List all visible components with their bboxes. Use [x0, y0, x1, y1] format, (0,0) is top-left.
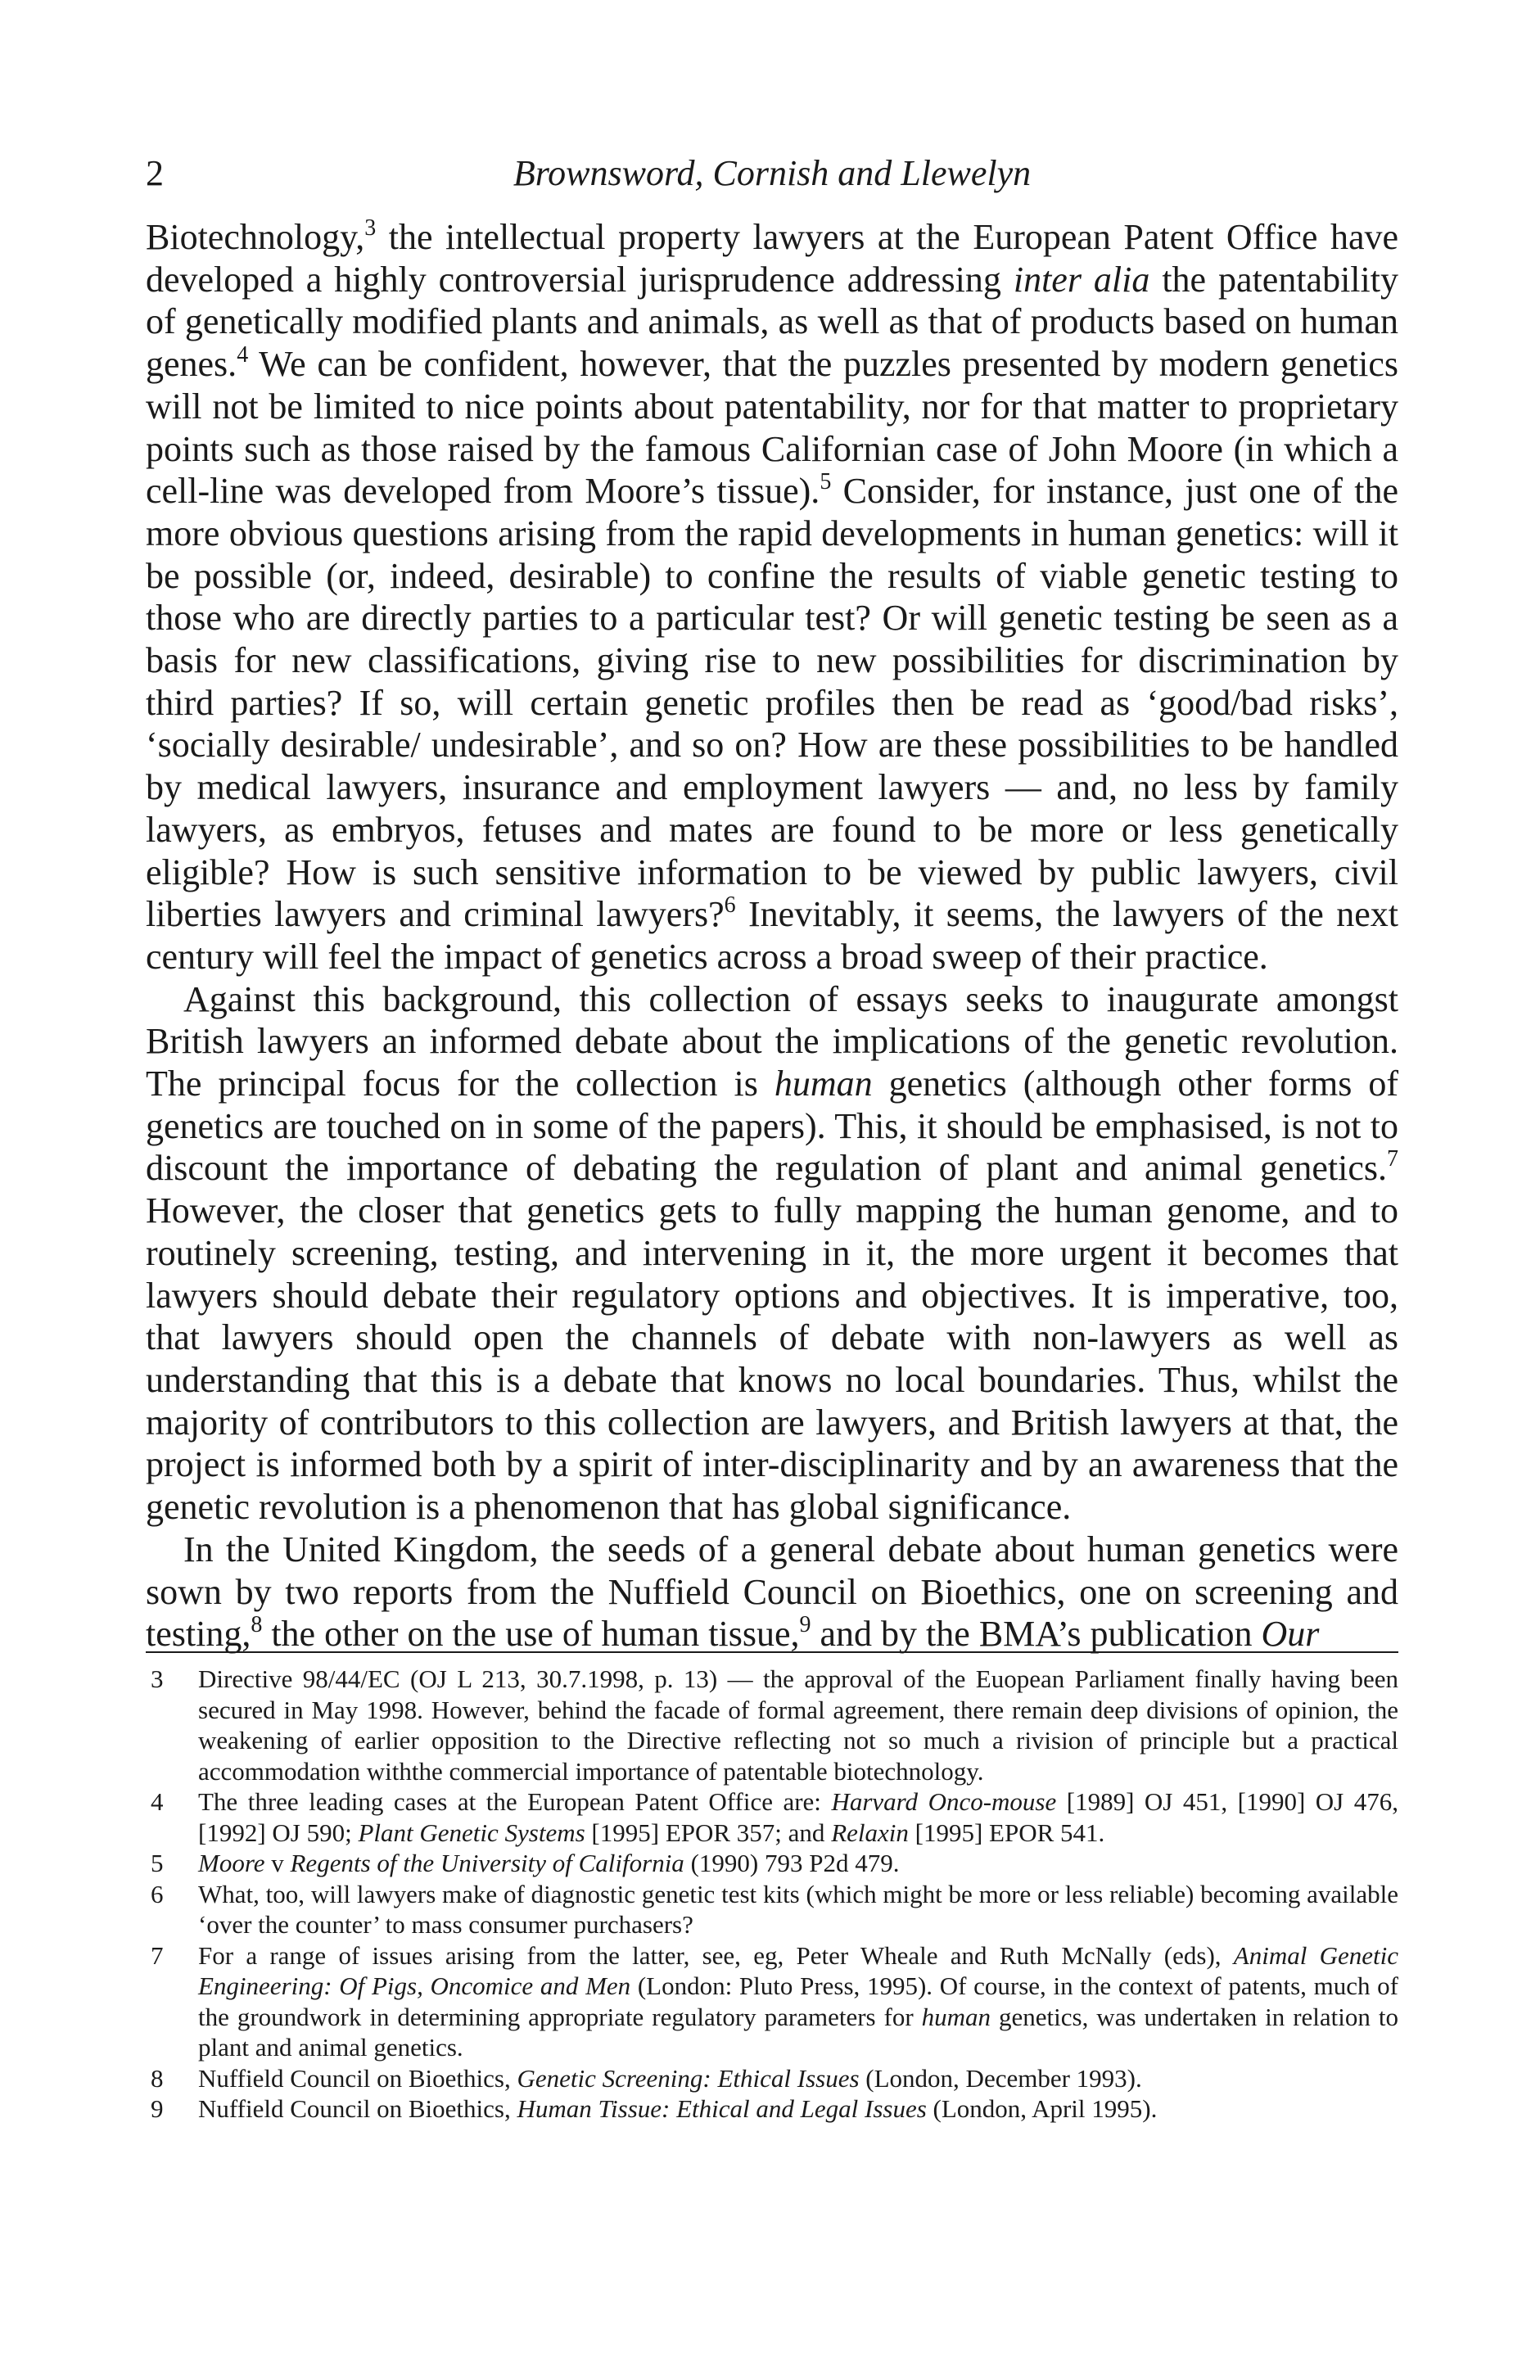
footnote-text: Nuffield Council on Bioethics, Genetic Screening: Ethical Issues (London, December 1993).	[198, 2063, 1142, 2093]
footnote-number: 8	[151, 2063, 164, 2093]
footnote-ref-5[interactable]: 5	[820, 469, 832, 495]
page-header	[146, 149, 1398, 198]
body-text	[146, 216, 1398, 1655]
footnote-text: For a range of issues arising from the latter, see, eg, Peter Wheale and Ruth McNally (eds), Animal Genetic Engineering: Of Pigs, Oncomice and Men (London: Pluto Press, 1995). Of course, in the context of patents, much of the groundwork in determining appropriate regulatory parameters for human genetics, was undertaken in relation to plant and animal genetics.	[198, 1940, 1398, 2062]
paragraph-2: Against this background, this collection of essays seeks to inaugurate amongst British lawyers an informed debate about the implications of the genetic revolution. The principal focus for the collection is human genetics (although other forms of genetics are touched on in some of the papers). This, it should be emphasised, is not to discount the importance of debating the regulation of plant and animal genetics.$^7$ However, the closer that genetics gets to fully mapping the human genome, and to routinely screening, testing, and intervening in it, the more urgent it becomes that lawyers should debate their regulatory options and objectives. It is imperative, too, that lawyers should open the channels of debate with non-lawyers as well as understanding that this is a debate that knows no local boundaries. Thus, whilst the majority of contributors to this collection are lawyers, and British lawyers at that, the project is informed both by a spirit of inter-disciplinarity and by an awareness that the genetic revolution is a phenomenon that has global significance.	[146, 978, 1398, 1528]
footnote-number: 5	[151, 1849, 164, 1877]
footnote-ref-7[interactable]: 7	[1387, 1146, 1398, 1172]
footnote-text: What, too, will lawyers make of diagnostic genetic test kits (which might be more or less reliable) becoming available ‘over the counter’ to mass consumer purchasers?	[198, 1879, 1398, 1939]
footnote-number: 6	[151, 1879, 164, 1908]
footnote-ref-8[interactable]: 8	[251, 1612, 263, 1638]
footnote-rule	[146, 1651, 1398, 1653]
footnote-number: 3	[151, 1664, 164, 1693]
footnote-ref-9[interactable]: 9	[799, 1612, 811, 1638]
footnote-6	[146, 1879, 1398, 1940]
running-head: Brownsword, Cornish and Llewelyn	[513, 153, 1032, 193]
footnote-text: The three leading cases at the European Patent Office are: Harvard Onco-mouse [1989] OJ 451, [1990] OJ 476, [1992] OJ 590; Plant Genetic Systems [1995] EPOR 357; and Relaxin [1995] EPOR 541.	[198, 1787, 1398, 1847]
footnote-ref-4[interactable]: 4	[237, 342, 249, 368]
footnote-9	[146, 2093, 1398, 2125]
footnote-number: 7	[151, 1940, 164, 1970]
footnotes	[146, 1664, 1398, 2125]
footnote-text: Moore v Regents of the University of California (1990) 793 P2d 479.	[198, 1849, 900, 1877]
footnote-text: Nuffield Council on Bioethics, Human Tissue: Ethical and Legal Issues (London, April 1995).	[198, 2094, 1158, 2123]
footnote-number: 4	[151, 1787, 164, 1816]
footnote-ref-3[interactable]: 3	[364, 215, 377, 241]
footnote-number: 9	[151, 2094, 164, 2123]
paragraph-1: Biotechnology,$^3$ the intellectual property lawyers at the European Patent Office have developed a highly controversial jurisprudence addressing inter alia the patentability of genetically modified plants and animals, as well as that of products based on human genes.$^4$ We can be confident, however, that the puzzles presented by modern genetics will not be limited to nice points about patentability, nor for that matter to proprietary points such as those raised by the famous Californian case of John Moore (in which a cell-line was developed from Moore’s tissue).$^5$ Consider, for instance, just one of the more obvious questions arising from the rapid developments in human genetics: will it be possible (or, indeed, desirable) to confine the results of viable genetic testing to those who are directly parties to a particular test? Or will genetic testing be seen as a basis for new classifications, giving rise to new possibilities for discrimination by third parties? If so, will certain genetic profiles then be read as ‘good/bad risks’, ‘socially desirable/ undesirable’, and so on? How are these possibilities to be handled by medical lawyers, insurance and employment lawyers — and, no less by family lawyers, as embryos, fetuses and mates are found to be more or less genetically eligible? How is such sensitive information to be viewed by public lawyers, civil liberties lawyers and criminal lawyers?$^6$ Inevitably, it seems, the lawyers of the next century will feel the impact of genetics across a broad sweep of their practice.	[146, 215, 1399, 977]
footnote-4	[146, 1786, 1398, 1848]
footnote-7	[146, 1940, 1398, 2063]
footnote-ref-6[interactable]: 6	[724, 892, 736, 919]
footnote-3	[146, 1664, 1398, 1786]
paragraph-3: In the United Kingdom, the seeds of a general debate about human genetics were sown by two reports from the Nuffield Council on Bioethics, one on screening and testing,$^8$ the other on the use of human tissue,$^9$ and by the BMA’s publication Our	[146, 1529, 1398, 1655]
page-number: 2	[146, 153, 164, 193]
footnote-8	[146, 2063, 1398, 2094]
footnote-text: Directive 98/44/EC (OJ L 213, 30.7.1998, p. 13) — the approval of the Euopean Parliament finally having been secured in May 1998. However, behind the facade of formal agreement, there remain deep divisions of opinion, the weakening of earlier opposition to the Directive reflecting not so much a rivision of principle but a practical accommodation withthe commercial importance of patentable biotechnology.	[198, 1664, 1398, 1786]
footnote-5	[146, 1848, 1398, 1879]
